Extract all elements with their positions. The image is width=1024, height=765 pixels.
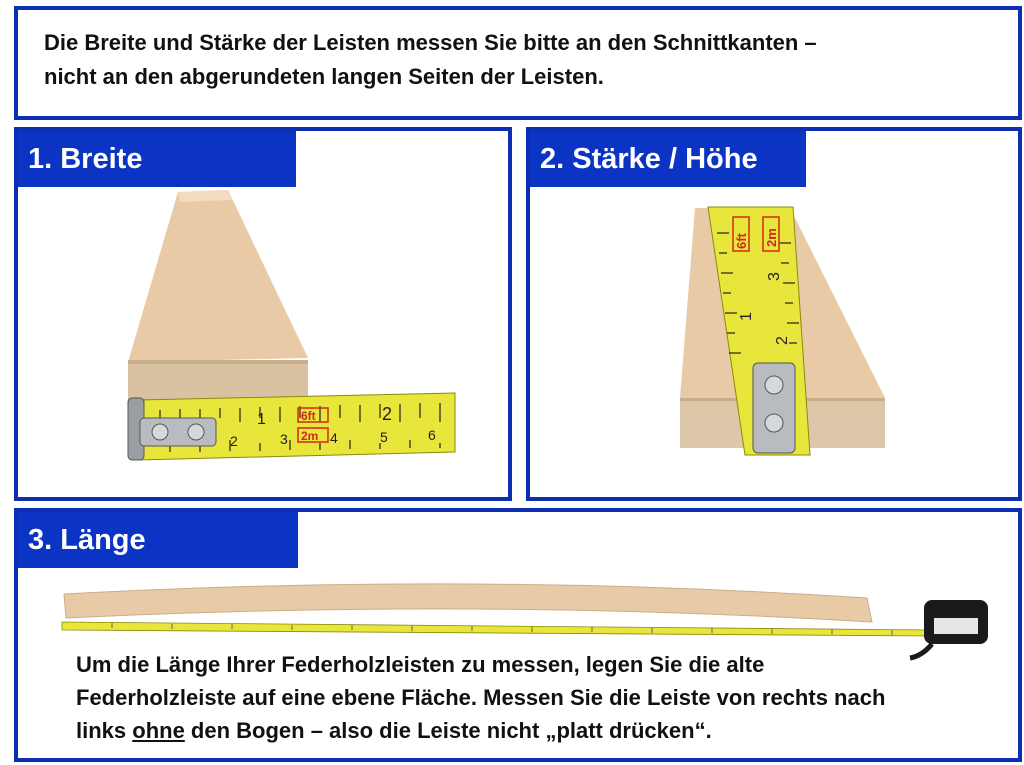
laenge-line-3 [76, 714, 885, 747]
intro-line-2: nicht an den abgerundeten langen Seiten der Leisten. [44, 64, 604, 89]
tape-label-2m: 2m [764, 228, 779, 247]
tape-num-5: 5 [380, 429, 388, 445]
laenge-line-2: Federholzleiste auf eine ebene Fläche. Messen Sie die Leiste von rechts nach [76, 685, 886, 710]
tape-num-2: 2 [774, 336, 791, 345]
intro-line-1: Die Breite und Stärke der Leisten messen Sie bitte an den Schnittkanten – [44, 30, 817, 55]
breite-title: 1. Breite [18, 131, 296, 187]
tape-num-2-top: 2 [382, 404, 393, 424]
tape-num-3: 3 [280, 431, 288, 447]
laenge-line-1: Um die Länge Ihrer Federholzleisten zu messen, legen Sie die alte [76, 652, 765, 677]
laenge-text [76, 648, 885, 747]
tape-num-1: 1 [257, 411, 266, 428]
laenge-line-3b: den Bogen – also die Leiste nicht „platt drücken“. [184, 718, 712, 743]
tape-num-2: 2 [230, 433, 238, 449]
tape-label-2m: 2m [301, 429, 319, 443]
tape-num-3: 3 [766, 272, 783, 281]
breite-photo [100, 190, 500, 480]
staerke-photo [675, 203, 895, 458]
tape-num-6: 6 [428, 427, 436, 443]
tape-label-6ft: 6ft [734, 233, 749, 249]
tape-num-4: 4 [330, 430, 338, 446]
slat-top [128, 190, 308, 362]
slat-cut-face [128, 360, 308, 400]
laenge-ohne: ohne [132, 718, 185, 743]
staerke-title: 2. Stärke / Höhe [530, 131, 806, 187]
tape-measure [62, 622, 932, 636]
intro-text [44, 26, 817, 94]
laenge-title: 3. Länge [18, 512, 298, 568]
tape-label-6ft: 6ft [301, 409, 316, 423]
tape-num-1: 1 [738, 312, 755, 321]
laenge-line-3a: links [76, 718, 133, 743]
slat-long [64, 584, 872, 622]
